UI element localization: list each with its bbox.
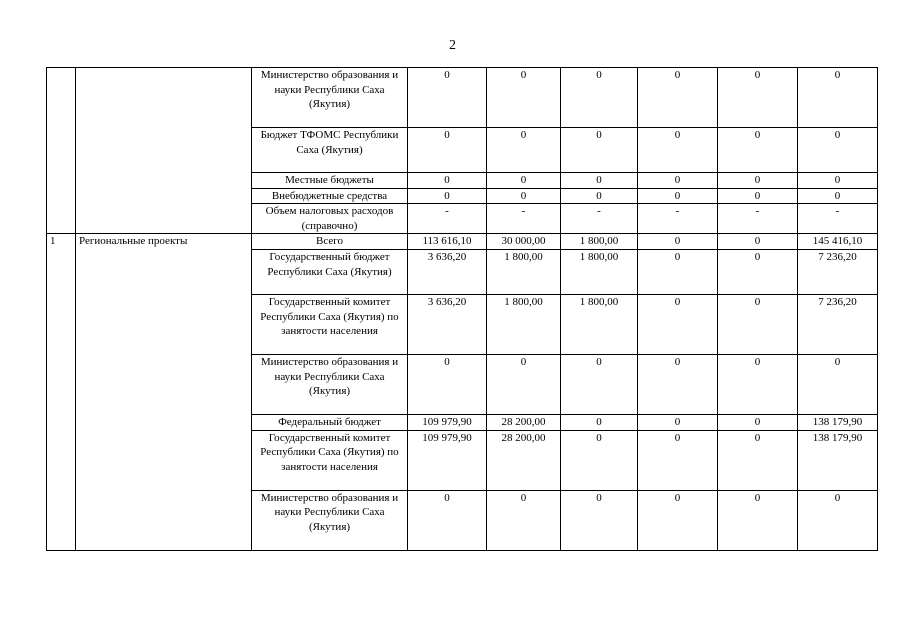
value-cell: 0 [638,430,718,490]
value-cell: 0 [718,354,798,414]
table-row [47,68,878,128]
value-cell: 3 636,20 [408,294,487,354]
value-cell: 0 [408,188,487,204]
source-cell: Министерство образования и науки Республики Саха (Якутия) [252,490,408,550]
value-cell: 0 [718,430,798,490]
value-cell: 145 416,10 [798,234,878,250]
value-cell: 0 [408,490,487,550]
value-cell: - [408,204,487,234]
value-cell: 0 [561,430,638,490]
value-cell: - [561,204,638,234]
value-cell: 0 [638,414,718,430]
source-cell: Государственный бюджет Республики Саха (Якутия) [252,249,408,294]
source-cell: Государственный комитет Республики Саха (Якутия) по занятости населения [252,430,408,490]
value-cell: 0 [798,68,878,128]
value-cell: 0 [718,188,798,204]
value-cell: 0 [408,173,487,189]
value-cell: 30 000,00 [487,234,561,250]
value-cell: 0 [487,354,561,414]
value-cell: 0 [718,68,798,128]
page-number: 2 [449,38,456,53]
source-cell: Всего [252,234,408,250]
value-cell: 1 800,00 [561,249,638,294]
value-cell: 109 979,90 [408,414,487,430]
value-cell: 0 [561,128,638,173]
value-cell: 0 [638,128,718,173]
value-cell: 0 [718,173,798,189]
value-cell: 0 [487,128,561,173]
budget-table [46,67,878,551]
value-cell: 0 [638,68,718,128]
value-cell: 0 [408,354,487,414]
value-cell: 0 [718,128,798,173]
value-cell: 0 [798,173,878,189]
value-cell: 0 [487,173,561,189]
value-cell: 138 179,90 [798,430,878,490]
value-cell: 0 [798,128,878,173]
source-cell: Федеральный бюджет [252,414,408,430]
value-cell: 0 [561,414,638,430]
value-cell: - [638,204,718,234]
value-cell: 0 [718,490,798,550]
value-cell: 0 [638,354,718,414]
source-cell: Министерство образования и науки Республики Саха (Якутия) [252,354,408,414]
value-cell: 1 800,00 [487,294,561,354]
value-cell: 7 236,20 [798,294,878,354]
source-cell: Бюджет ТФОМС Республики Саха (Якутия) [252,128,408,173]
value-cell: 0 [638,249,718,294]
source-cell: Государственный комитет Республики Саха (Якутия) по занятости населения [252,294,408,354]
value-cell: - [487,204,561,234]
value-cell: 0 [561,173,638,189]
value-cell: 0 [408,128,487,173]
value-cell: 0 [638,188,718,204]
value-cell: 0 [487,188,561,204]
value-cell: 28 200,00 [487,414,561,430]
value-cell: 0 [638,173,718,189]
value-cell: 7 236,20 [798,249,878,294]
value-cell: 3 636,20 [408,249,487,294]
value-cell: 0 [638,234,718,250]
value-cell: - [718,204,798,234]
source-cell: Местные бюджеты [252,173,408,189]
row-name-cell [76,68,252,234]
value-cell: 0 [718,294,798,354]
source-cell: Объем налоговых расходов (справочно) [252,204,408,234]
value-cell: 0 [798,188,878,204]
value-cell: 0 [718,234,798,250]
value-cell: 0 [798,354,878,414]
row-number-cell [47,68,76,234]
value-cell: 1 800,00 [561,234,638,250]
value-cell: 0 [561,188,638,204]
value-cell: 0 [798,490,878,550]
source-cell: Внебюджетные средства [252,188,408,204]
table-row [47,234,878,250]
value-cell: 28 200,00 [487,430,561,490]
value-cell: 138 179,90 [798,414,878,430]
value-cell: 0 [638,490,718,550]
value-cell: 0 [718,249,798,294]
value-cell: 109 979,90 [408,430,487,490]
value-cell: 0 [561,354,638,414]
value-cell: 1 800,00 [561,294,638,354]
row-number-cell: 1 [47,234,76,550]
value-cell: 0 [561,490,638,550]
value-cell: 0 [561,68,638,128]
value-cell: 0 [487,490,561,550]
row-name-cell: Региональные проекты [76,234,252,550]
value-cell: 0 [408,68,487,128]
value-cell: 0 [638,294,718,354]
value-cell: 113 616,10 [408,234,487,250]
value-cell: - [798,204,878,234]
value-cell: 0 [718,414,798,430]
value-cell: 0 [487,68,561,128]
source-cell: Министерство образования и науки Республики Саха (Якутия) [252,68,408,128]
value-cell: 1 800,00 [487,249,561,294]
